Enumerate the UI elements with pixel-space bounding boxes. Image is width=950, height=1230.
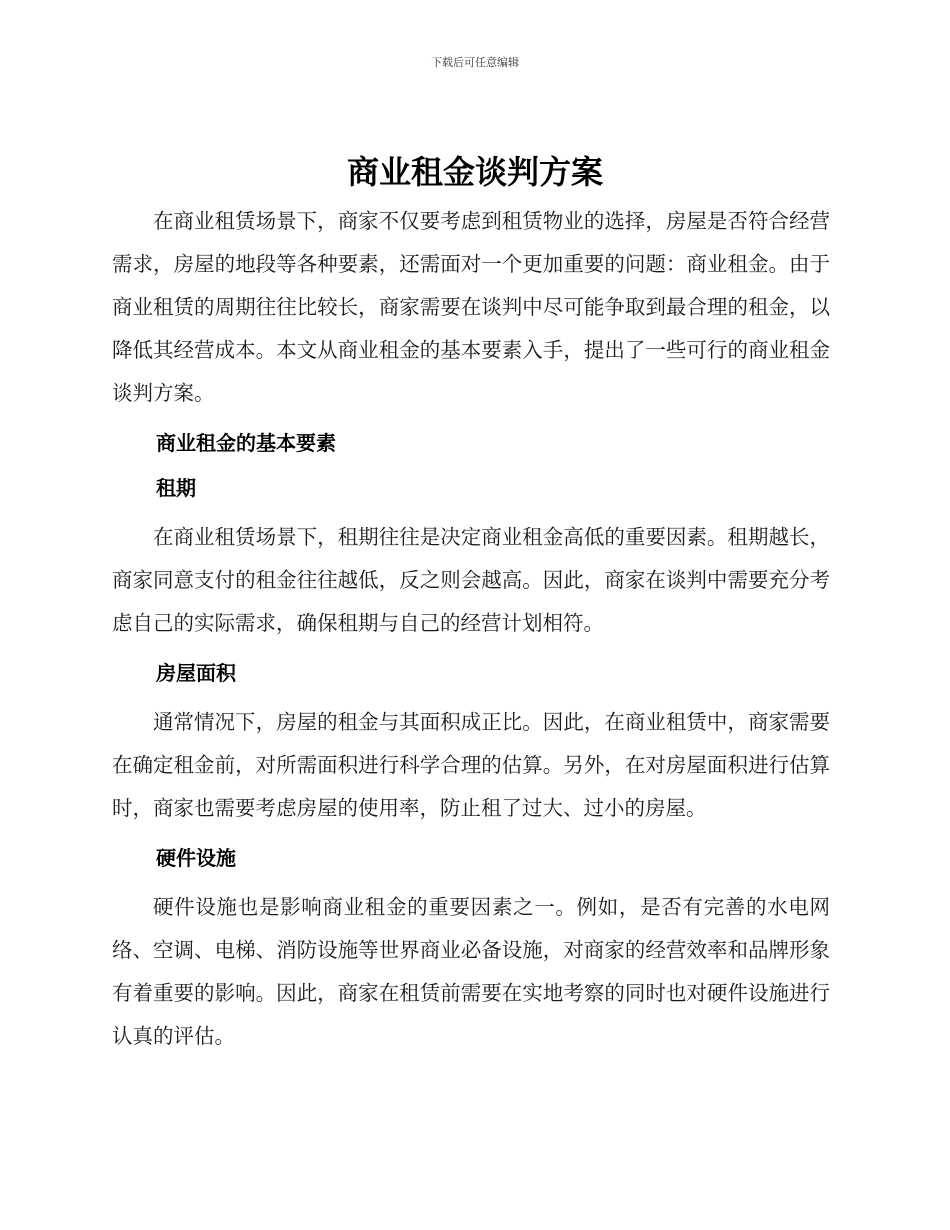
document-title: 商业租金谈判方案: [346, 153, 603, 191]
intro-paragraph: 在商业租赁场景下，商家不仅要考虑到租赁物业的选择，房屋是否符合经营需求，房屋的地段等各种要素，还需面对一个更加重要的问题：商业租金。由于商业租赁的周期往往比较长，商家需要在谈判中尽可能争取到最合理的租金，以降低其经营成本。本文从商业租金的基本要素入手，提出了一些可行的商业租金谈判方案。: [112, 209, 830, 405]
section-heading-basic-elements: 商业租金的基本要素: [156, 431, 336, 455]
document-body: [112, 200, 830, 1058]
subheading-facilities: 硬件设施: [156, 846, 236, 870]
facilities-paragraph: 硬件设施也是影响商业租金的重要因素之一。例如，是否有完善的水电网络、空调、电梯、消防设施等世界商业必备设施，对商家的经营效率和品牌形象有着重要的影响。因此，商家在租赁前需要在实地考察的同时也对硬件设施进行认真的评估。: [112, 895, 830, 1048]
subheading-area: 房屋面积: [156, 661, 236, 685]
lease-term-paragraph: 在商业租赁场景下，租期往往是决定商业租金高低的重要因素。租期越长，商家同意支付的租金往往越低，反之则会越高。因此，商家在谈判中需要充分考虑自己的实际需求，确保租期与自己的经营计划相符。: [112, 525, 830, 635]
page-header-note: 下载后可任意编辑: [431, 56, 519, 69]
area-paragraph: 通常情况下，房屋的租金与其面积成正比。因此，在商业租赁中，商家需要在确定租金前，对所需面积进行科学合理的估算。另外，在对房屋面积进行估算时，商家也需要考虑房屋的使用率，防止租了过大、过小的房屋。: [112, 710, 830, 820]
subheading-lease-term: 租期: [156, 476, 196, 500]
